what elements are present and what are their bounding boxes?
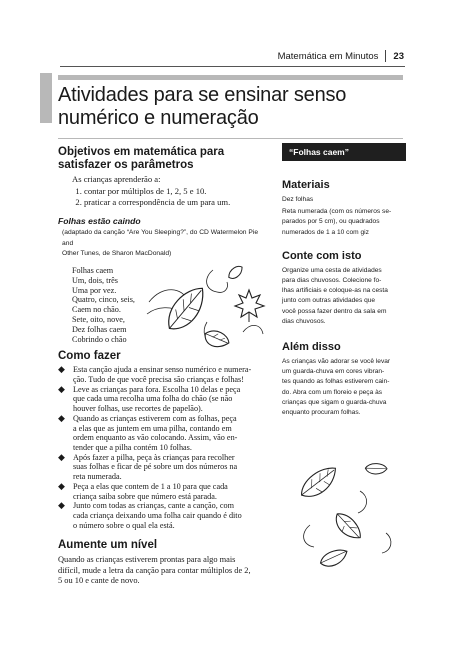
leaf-icon — [235, 290, 264, 322]
lyric-line: Folhas caem — [72, 266, 114, 275]
how-to-heading: Como fazer — [58, 350, 121, 363]
lyric-line: Quatro, cinco, seis, — [72, 295, 135, 305]
level-up-heading: Aumente um nível — [58, 539, 158, 552]
song-credit-line: (adaptado da canção “Are You Sleeping?”, do CD Watermelon Pie and — [62, 229, 259, 247]
title-block — [58, 75, 403, 139]
page-title-line-2: numérico e numeração — [58, 107, 259, 129]
lyric-line: Sete, oito, nove, — [72, 314, 125, 324]
objectives-heading-line-2: satisfazer os parâmetros — [58, 159, 194, 171]
how-to-steps — [58, 365, 271, 530]
running-title: Matemática em Minutos — [277, 50, 379, 62]
step-item: ◆ Quando as crianças estiverem com as folhas, peça a elas que as juntem em uma pilha, contando em ordem enquanto as vão colocando. Assim, vão en- tender que a pilha contém 10 folhas. — [58, 412, 238, 452]
leaf-icon — [296, 465, 343, 501]
objective-item: 2. praticar a correspondência de um para um. — [84, 197, 271, 207]
falling-leaves-illustration — [143, 262, 273, 372]
beyond-heading: Além disso — [282, 341, 341, 354]
leaf-icon — [364, 461, 387, 477]
step-item: ◆ Leve as crianças para fora. Escolha 10 delas e peça que cada uma recolha uma folha do chão (se não houver folhas, use recortes de papelão). — [58, 383, 241, 414]
lyric-line: Caem no chão. — [72, 305, 121, 315]
sidebar-leaves-illustration — [290, 455, 410, 580]
song-credit — [62, 228, 271, 260]
step-item: ◆ Esta canção ajuda a ensinar senso numérico e numera- ção. Tudo de que você precisa são crianças e folhas! — [58, 364, 252, 385]
objectives-heading-line-1: Objetivos em matemática para — [58, 146, 225, 158]
sidebar — [282, 143, 406, 418]
diamond-bullet-icon: ◆ — [58, 451, 65, 462]
connections-heading: Conte com isto — [282, 249, 362, 262]
beyond-text: As crianças vão adorar se você levar um guarda-chuva em cores vibran- tes quando as folhas estiverem cain- do. Abra com um floreio e peça às crianças que sigam o guarda-chuva enquanto procuram folhas. — [282, 358, 391, 417]
diamond-bullet-icon: ◆ — [58, 383, 65, 394]
song-title: Folhas estão caindo — [58, 216, 141, 227]
lyric-line: Cobrindo o chão — [72, 334, 127, 344]
leaf-icon — [319, 549, 349, 568]
step-item: ◆ Peça a elas que contem de 1 a 10 para que cada criança saiba sobre que número está parada. — [58, 480, 228, 501]
objectives-list — [58, 186, 271, 207]
diamond-bullet-icon: ◆ — [58, 480, 65, 491]
objectives-intro: As crianças aprenderão a: — [72, 174, 161, 184]
diamond-bullet-icon: ◆ — [58, 500, 65, 511]
level-up-text: Quando as crianças estiverem prontas para algo mais difícil, mude a letra da canção para contar múltiplos de 2, 5 ou 10 e cante de novo. — [58, 555, 251, 586]
step-item: ◆ Junto com todas as crianças, cante a canção, com cada criança deixando uma folha cair quando é dito o número sobre o qual ela está. — [58, 500, 242, 530]
leaf-icon — [226, 265, 244, 280]
running-header — [278, 50, 404, 62]
header-separator — [385, 50, 386, 62]
sidebar-title-band: “Folhas caem” — [282, 143, 406, 161]
diamond-bullet-icon: ◆ — [58, 412, 65, 423]
page-number: 23 — [393, 50, 404, 62]
connections-text: Organize uma cesta de atividades para dias chuvosos. Colecione fo- lhas artificiais e coloque-as na cesta junto com outras atividades que você possa fazer dentro da sala em dias chuvosos. — [282, 266, 388, 325]
leaf-icon — [158, 284, 214, 334]
lyric-line: Uma por vez. — [72, 285, 117, 295]
page-title-line-1: Atividades para se ensinar senso — [58, 84, 347, 106]
leaf-icon — [332, 508, 363, 544]
objective-item: 1. contar por múltiplos de 1, 2, 5 e 10. — [84, 186, 271, 196]
step-item: ◆ Após fazer a pilha, peça às crianças para recolher suas folhas e ficar de pé sobre um dos números na reta numerada. — [58, 451, 238, 482]
header-rule — [60, 66, 405, 67]
objectives-heading — [58, 146, 271, 172]
song-credit-line: Other Tunes, de Sharon MacDonald) — [62, 250, 172, 258]
leaf-icon — [202, 325, 231, 353]
diamond-bullet-icon: ◆ — [58, 364, 65, 375]
materials-text: Dez folhas Reta numerada (com os números se- parados por 5 cm), ou quadrados numerados de 1 a 10 com giz — [282, 196, 392, 236]
title-accent-bar — [40, 73, 52, 123]
materials-heading: Materiais — [282, 179, 330, 191]
lyric-line: Um, dois, três — [72, 275, 118, 285]
lyric-line: Dez folhas caem — [72, 324, 127, 334]
page-title — [58, 84, 403, 130]
